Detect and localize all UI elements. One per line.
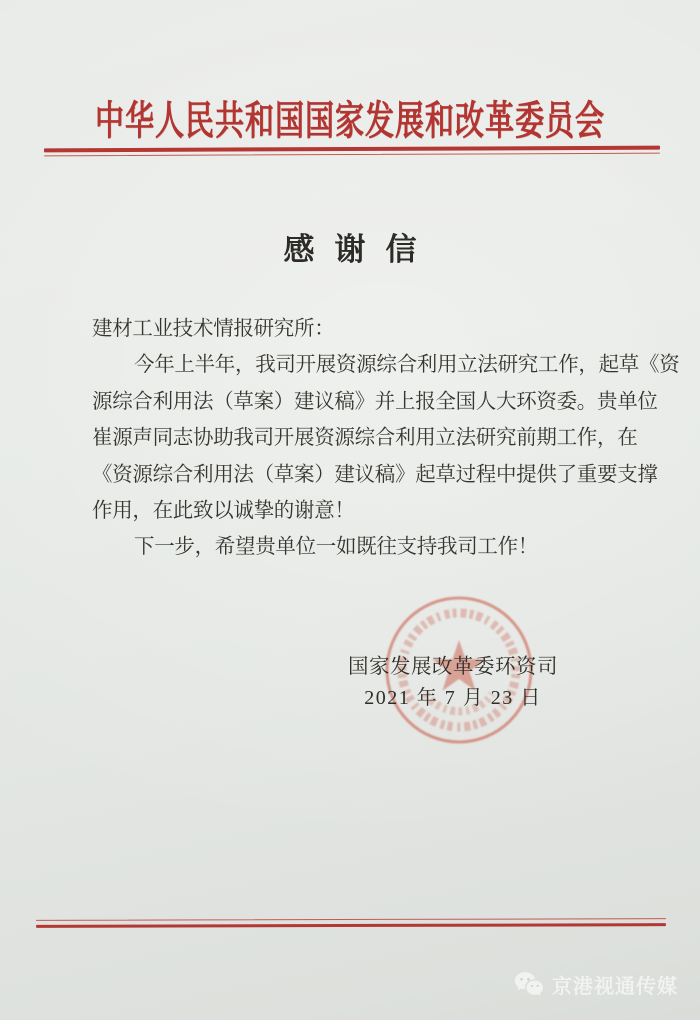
body-line: 崔源声同志协助我司开展资源综合利用立法研究前期工作，在 <box>92 427 638 450</box>
letterhead-org-name: 中华人民共和国国家发展和改革委员会 <box>94 99 605 144</box>
body-line: 源综合利用法（草案）建议稿》并上报全国人大环资委。贵单位 <box>92 390 658 413</box>
watermark <box>513 970 678 999</box>
body-line: 作用，在此致以诚挚的谢意！ <box>92 499 355 522</box>
letterhead-rule-thin <box>44 153 660 157</box>
body-line: 《资源综合利用法（草案）建议稿》起草过程中提供了重要支撑 <box>92 463 658 486</box>
body-line: 下一步，希望贵单位一如既往支持我司工作！ <box>134 536 538 559</box>
watermark-label: 京港视通传媒 <box>552 976 678 998</box>
footer-rule-thin <box>36 918 666 921</box>
body-salutation: 建材工业技术情报研究所： <box>92 318 335 340</box>
document-title: 感谢信 <box>283 232 437 267</box>
letter-body <box>92 311 680 566</box>
wechat-icon <box>513 971 545 998</box>
signature-date: 2021 年 7 月 23 日 <box>364 687 542 709</box>
signature-department: 国家发展改革委环资司 <box>348 656 558 678</box>
body-line: 今年上半年，我司开展资源综合利用立法研究工作，起草《资 <box>134 354 680 377</box>
footer-rule-thick <box>36 923 666 928</box>
